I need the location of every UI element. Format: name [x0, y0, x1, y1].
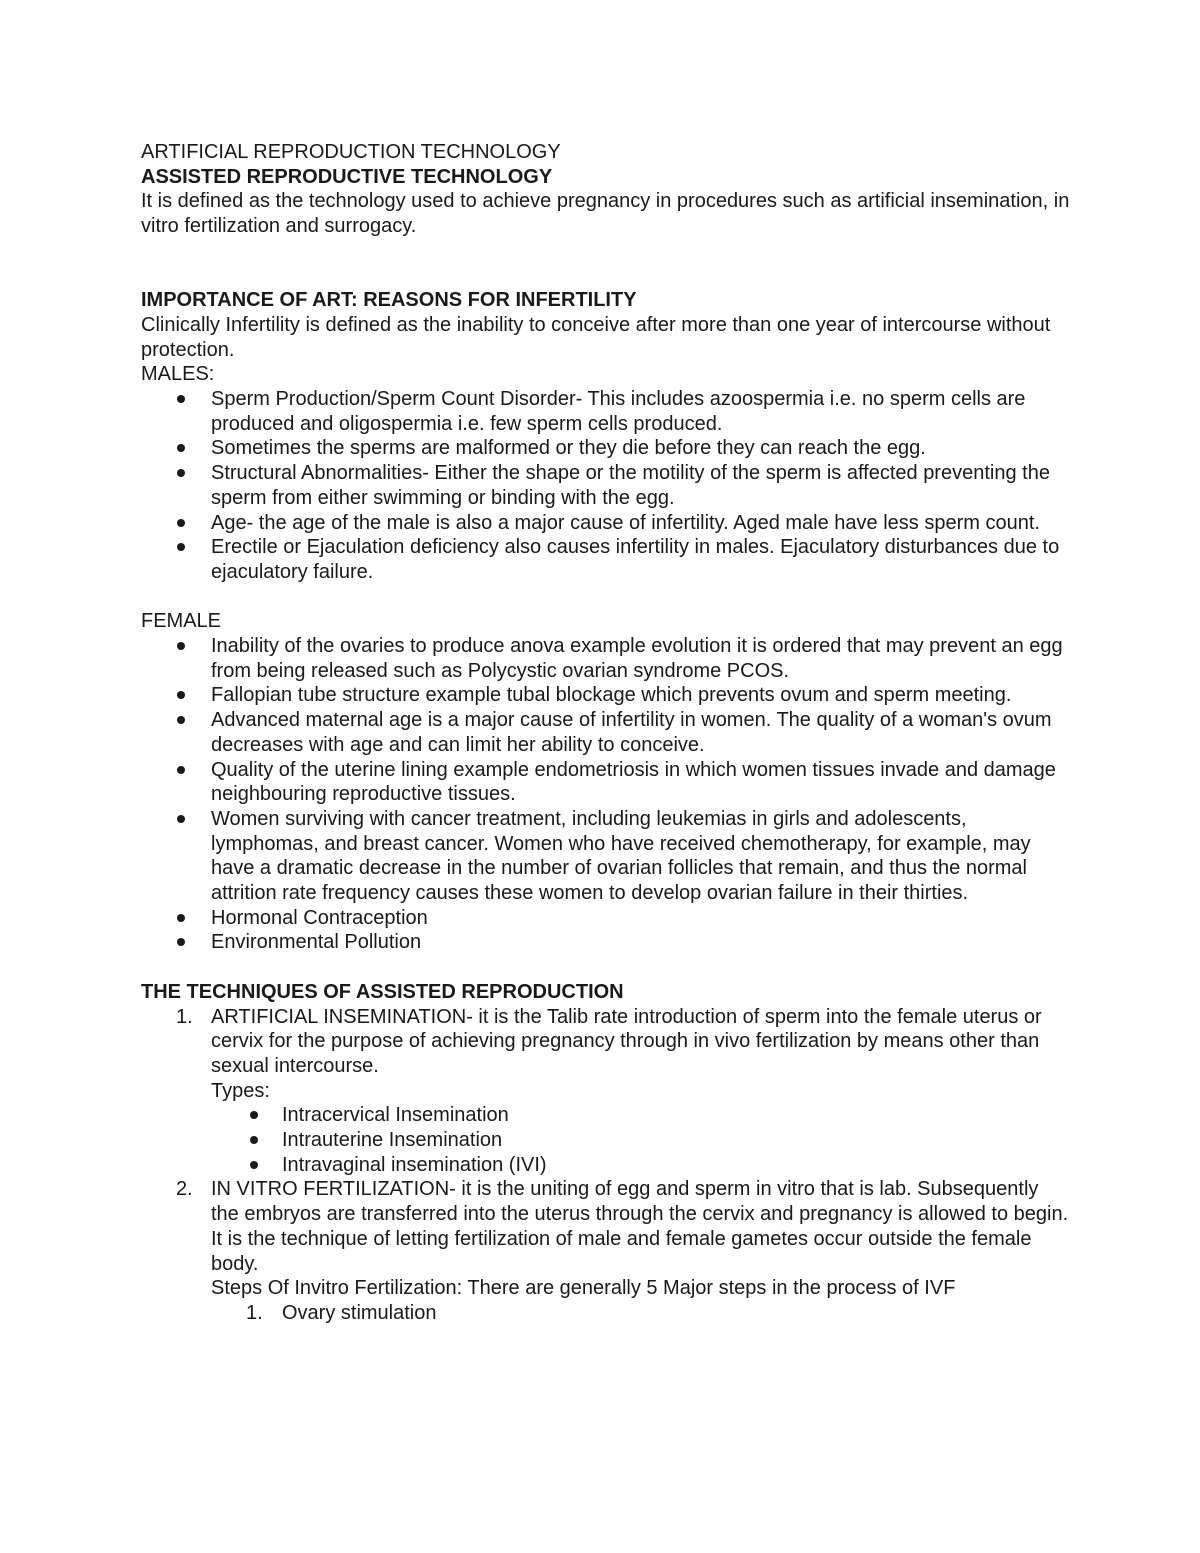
ivf-steps-intro: Steps Of Invitro Fertilization: There are generally 5 Major steps in the process of IVF	[211, 1277, 956, 1300]
technique-item-artificial-insemination	[141, 1005, 1071, 1104]
list-item: Advanced maternal age is a major cause of infertility in women. The quality of a woman's ovum decreases with age and can limit her ability to conceive.	[141, 708, 1071, 757]
types-label: Types:	[211, 1079, 270, 1102]
document-page	[141, 140, 1071, 1326]
list-item: Environmental Pollution	[141, 930, 1071, 955]
document-title: ARTIFICIAL REPRODUCTION TECHNOLOGY	[141, 141, 561, 163]
section-heading-infertility: IMPORTANCE OF ART: REASONS FOR INFERTILITY	[141, 289, 637, 312]
techniques-list	[141, 1005, 1071, 1104]
section-heading-techniques: THE TECHNIQUES OF ASSISTED REPRODUCTION	[141, 980, 624, 1003]
list-number: 1.	[176, 1005, 193, 1028]
female-list	[141, 634, 1071, 955]
list-item: Women surviving with cancer treatment, including leukemias in girls and adolescents, lymphomas, and breast cancer. Women who have received chemotherapy, for example, may have a dramatic decrease in the number of ovarian follicles that remain, and thus the normal attrition rate frequency causes these women to develop ovarian failure in their thirties.	[141, 807, 1071, 906]
list-item	[141, 1301, 1071, 1326]
list-number: 1.	[246, 1302, 263, 1324]
list-item: Age- the age of the male is also a major cause of infertility. Aged male have less sperm count.	[141, 511, 1071, 536]
list-item: Sometimes the sperms are malformed or they die before they can reach the egg.	[141, 436, 1071, 461]
step-text: Ovary stimulation	[282, 1302, 437, 1324]
art-definition: It is defined as the technology used to achieve pregnancy in procedures such as artificial insemination, in vitro fertilization and surrogacy.	[141, 190, 1070, 238]
spacer	[141, 955, 1071, 980]
list-item: Intravaginal insemination (IVI)	[141, 1153, 1071, 1178]
technique-text: ARTIFICIAL INSEMINATION- it is the Talib rate introduction of sperm into the female uterus or cervix for the purpose of achieving pregnancy through in vivo fertilization by means other than sexual intercourse.	[211, 1005, 1042, 1077]
techniques-list-continued	[141, 1177, 1071, 1301]
spacer	[141, 585, 1071, 610]
males-list	[141, 387, 1071, 585]
insemination-types-list	[141, 1103, 1071, 1177]
female-label: FEMALE	[141, 610, 222, 633]
spacer	[141, 239, 1071, 288]
list-item: Fallopian tube structure example tubal blockage which prevents ovum and sperm meeting.	[141, 683, 1071, 708]
list-item: Intrauterine Insemination	[141, 1128, 1071, 1153]
list-item: Erectile or Ejaculation deficiency also causes infertility in males. Ejaculatory disturbances due to ejaculatory failure.	[141, 535, 1071, 584]
list-item: Structural Abnormalities- Either the shape or the motility of the sperm is affected preventing the sperm from either swimming or binding with the egg.	[141, 461, 1071, 510]
list-number: 2.	[176, 1178, 193, 1201]
list-item: Sperm Production/Sperm Count Disorder- This includes azoospermia i.e. no sperm cells are produced and oligospermia i.e. few sperm cells produced.	[141, 387, 1071, 436]
ivf-steps-list	[141, 1301, 1071, 1326]
list-item: Intracervical Insemination	[141, 1103, 1071, 1128]
list-item: Quality of the uterine lining example endometriosis in which women tissues invade and damage neighbouring reproductive tissues.	[141, 758, 1071, 807]
infertility-definition: Clinically Infertility is defined as the inability to conceive after more than one year of intercourse without protection.	[141, 313, 1051, 361]
technique-item-ivf	[141, 1177, 1071, 1301]
males-label: MALES:	[141, 363, 215, 386]
list-item: Inability of the ovaries to produce anova example evolution it is ordered that may prevent an egg from being released such as Polycystic ovarian syndrome PCOS.	[141, 634, 1071, 683]
list-item: Hormonal Contraception	[141, 906, 1071, 931]
section-heading-art: ASSISTED REPRODUCTIVE TECHNOLOGY	[141, 165, 553, 188]
technique-text: IN VITRO FERTILIZATION- it is the uniting of egg and sperm in vitro that is lab. Subsequently the embryos are transferred into the uterus through the cervix and pregnancy is allowed to begin. It is the technique of letting fertilization of male and female gametes occur outside the female body.	[211, 1178, 1069, 1275]
